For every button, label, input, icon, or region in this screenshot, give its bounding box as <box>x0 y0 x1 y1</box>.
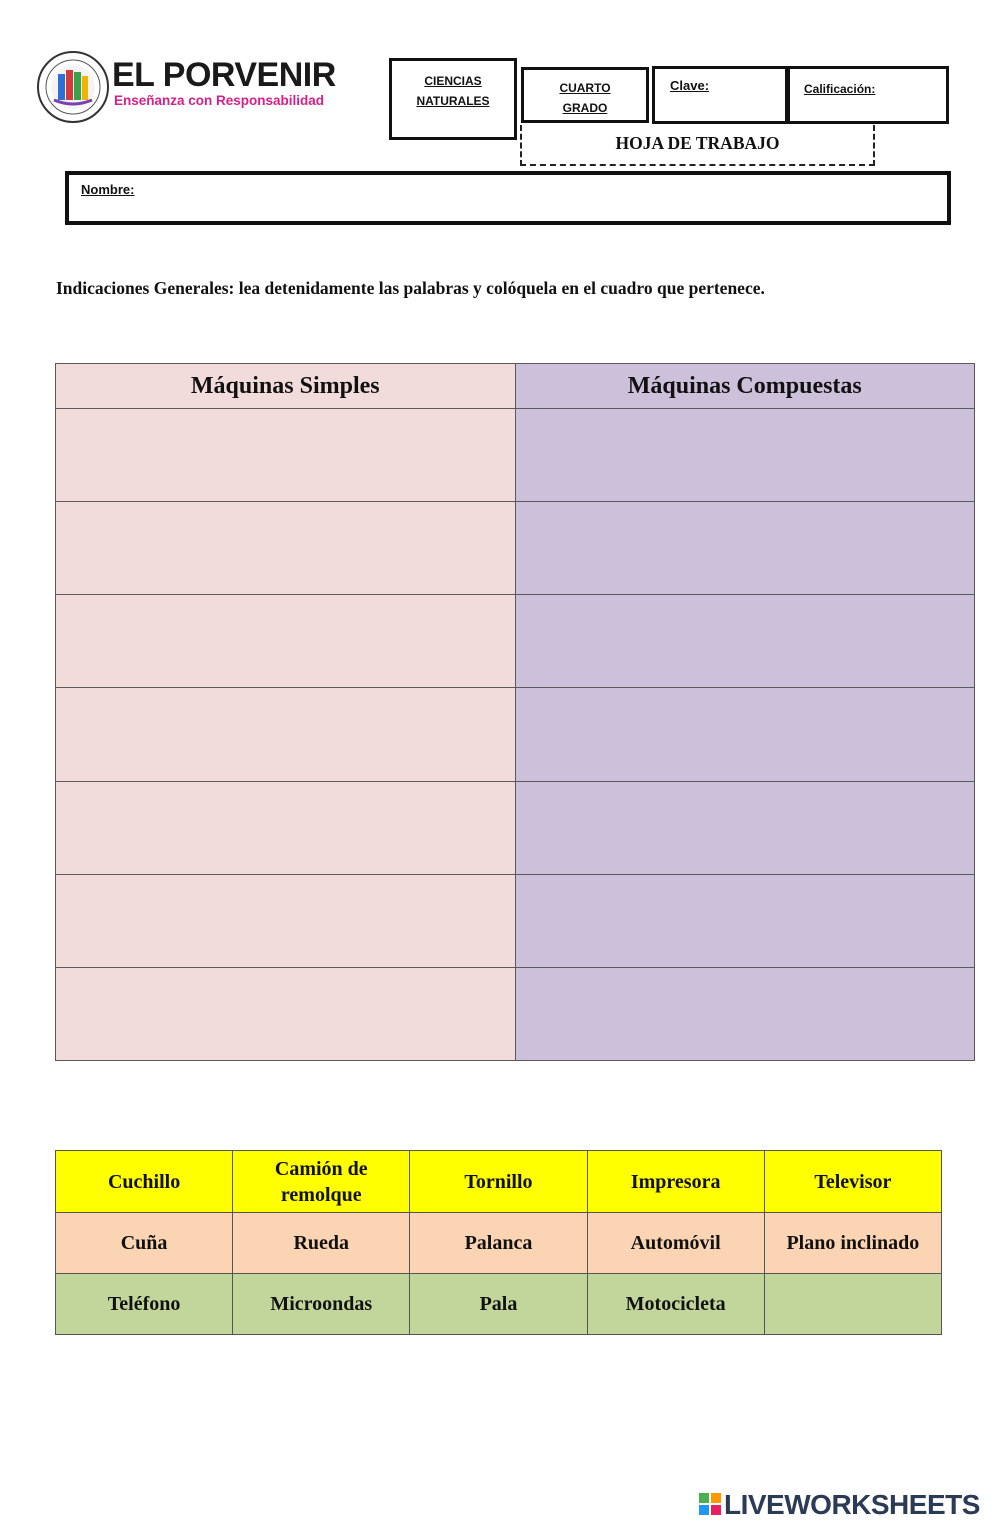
classification-row <box>56 502 975 595</box>
word-card[interactable]: Palanca <box>410 1213 587 1274</box>
classification-row <box>56 781 975 874</box>
word-card[interactable]: Microondas <box>233 1274 410 1335</box>
grade-line-1: CUARTO <box>559 81 611 95</box>
compound-machine-drop-cell[interactable] <box>515 781 975 874</box>
worksheet-label: HOJA DE TRABAJO <box>520 125 875 166</box>
subject-line-1: CIENCIAS <box>424 74 482 88</box>
classification-row <box>56 874 975 967</box>
compound-machine-drop-cell[interactable] <box>515 409 975 502</box>
word-card[interactable]: Cuña <box>56 1213 233 1274</box>
simple-machine-drop-cell[interactable] <box>56 781 516 874</box>
word-card[interactable]: Teléfono <box>56 1274 233 1335</box>
empty-word-cell <box>764 1274 941 1335</box>
logo-title: EL PORVENIR <box>112 56 336 94</box>
compound-machine-drop-cell[interactable] <box>515 967 975 1060</box>
word-card[interactable]: Tornillo <box>410 1151 587 1213</box>
grade-line-2: GRADO <box>562 101 608 115</box>
classification-row <box>56 688 975 781</box>
instructions: Indicaciones Generales: lea detenidamente las palabras y colóquela en el cuadro que pertenece. <box>56 278 765 298</box>
compound-machines-header: Máquinas Compuestas <box>515 364 975 409</box>
word-card[interactable]: Impresora <box>587 1151 764 1213</box>
clave-field[interactable] <box>652 66 788 124</box>
classification-row <box>56 409 975 502</box>
simple-machine-drop-cell[interactable] <box>56 502 516 595</box>
simple-machine-drop-cell[interactable] <box>56 595 516 688</box>
calificacion-label: Calificación: <box>804 82 876 96</box>
compound-machine-drop-cell[interactable] <box>515 874 975 967</box>
word-bank-table <box>55 1150 942 1335</box>
word-bank-row <box>56 1151 942 1213</box>
word-card[interactable]: Motocicleta <box>587 1274 764 1335</box>
school-seal-icon <box>36 50 110 124</box>
classification-row <box>56 967 975 1060</box>
word-bank-row <box>56 1213 942 1274</box>
word-card[interactable]: Cuchillo <box>56 1151 233 1213</box>
liveworksheets-logo-icon <box>699 1493 721 1515</box>
subject-box <box>389 58 517 140</box>
word-card[interactable]: Plano inclinado <box>764 1213 941 1274</box>
logo-subtitle: Enseñanza con Responsabilidad <box>114 93 325 108</box>
school-logo <box>36 50 376 122</box>
grade-box <box>521 67 649 123</box>
word-bank-row <box>56 1274 942 1335</box>
word-card[interactable]: Rueda <box>233 1213 410 1274</box>
classification-row <box>56 595 975 688</box>
compound-machine-drop-cell[interactable] <box>515 502 975 595</box>
word-card[interactable]: Automóvil <box>587 1213 764 1274</box>
watermark-text: LIVEWORKSHEETS <box>724 1489 980 1520</box>
subject-line-2: NATURALES <box>416 94 490 108</box>
word-card[interactable]: Televisor <box>764 1151 941 1213</box>
calificacion-field[interactable] <box>787 66 949 124</box>
nombre-label: Nombre: <box>81 182 135 197</box>
simple-machine-drop-cell[interactable] <box>56 409 516 502</box>
compound-machine-drop-cell[interactable] <box>515 595 975 688</box>
word-card[interactable]: Pala <box>410 1274 587 1335</box>
clave-label: Clave: <box>670 78 710 93</box>
nombre-field[interactable] <box>65 171 951 225</box>
compound-machine-drop-cell[interactable] <box>515 688 975 781</box>
simple-machine-drop-cell[interactable] <box>56 874 516 967</box>
simple-machine-drop-cell[interactable] <box>56 967 516 1060</box>
classification-table <box>55 363 975 1061</box>
simple-machines-header: Máquinas Simples <box>56 364 516 409</box>
word-card[interactable]: Camión de remolque <box>233 1151 410 1213</box>
simple-machine-drop-cell[interactable] <box>56 688 516 781</box>
